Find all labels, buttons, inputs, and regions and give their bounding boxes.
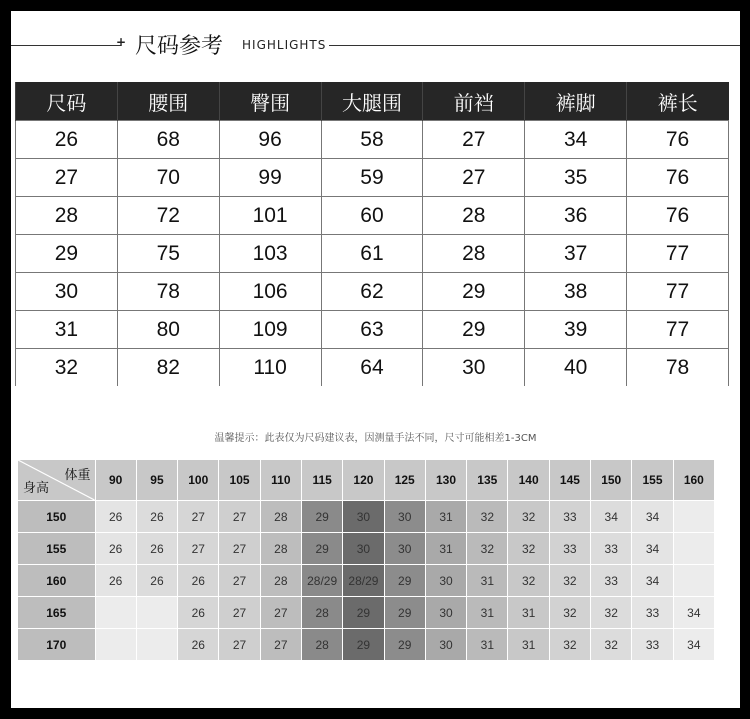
grid-size-cell: 28/29	[301, 565, 342, 597]
size-table-cell: 80	[117, 311, 219, 349]
header-divider-right	[329, 45, 740, 46]
grid-weight-label: 110	[260, 460, 301, 501]
size-table-row	[16, 273, 729, 311]
size-table-cell: 32	[16, 349, 118, 387]
grid-size-cell: 32	[549, 629, 590, 661]
grid-weight-label: 130	[425, 460, 466, 501]
grid-size-cell: 32	[591, 597, 632, 629]
size-table-cell: 61	[321, 235, 423, 273]
size-table-cell: 101	[219, 197, 321, 235]
grid-weight-label: 115	[301, 460, 342, 501]
grid-size-cell: 29	[384, 565, 425, 597]
size-table-cell: 27	[423, 159, 525, 197]
grid-row	[18, 501, 715, 533]
size-table-row	[16, 349, 729, 387]
size-table-column-header: 裤长	[627, 82, 729, 121]
size-table-cell: 59	[321, 159, 423, 197]
size-table	[15, 82, 729, 386]
header-divider-left	[11, 45, 121, 46]
grid-size-cell: 29	[384, 597, 425, 629]
grid-size-cell: 31	[467, 565, 508, 597]
size-table-cell: 78	[627, 349, 729, 387]
grid-size-cell	[136, 597, 177, 629]
size-table-row	[16, 121, 729, 159]
size-table-cell: 38	[525, 273, 627, 311]
grid-size-cell: 34	[632, 533, 673, 565]
size-table-cell: 29	[423, 311, 525, 349]
size-table-column-header: 裤脚	[525, 82, 627, 121]
grid-corner-weight: 体重	[64, 468, 91, 483]
grid-size-cell: 28/29	[343, 565, 384, 597]
size-table-cell: 29	[16, 235, 118, 273]
grid-size-cell	[95, 597, 136, 629]
grid-size-cell: 34	[632, 565, 673, 597]
grid-size-cell: 31	[467, 629, 508, 661]
grid-size-cell: 33	[591, 533, 632, 565]
grid-size-cell: 33	[632, 629, 673, 661]
size-table-cell: 35	[525, 159, 627, 197]
size-table-cell: 30	[423, 349, 525, 387]
size-table-cell: 30	[16, 273, 118, 311]
height-weight-grid	[18, 460, 715, 661]
grid-size-cell: 27	[260, 597, 301, 629]
size-table-cell: 63	[321, 311, 423, 349]
grid-size-cell: 28	[260, 501, 301, 533]
size-table-column-header: 腰围	[117, 82, 219, 121]
grid-size-cell: 27	[260, 629, 301, 661]
grid-size-cell: 26	[136, 501, 177, 533]
grid-size-cell: 26	[95, 533, 136, 565]
page-title: 尺码参考	[135, 34, 224, 59]
size-table-cell: 60	[321, 197, 423, 235]
grid-size-cell: 31	[467, 597, 508, 629]
grid-size-cell: 32	[549, 565, 590, 597]
grid-weight-label: 125	[384, 460, 425, 501]
grid-size-cell: 32	[591, 629, 632, 661]
size-table-cell: 76	[627, 159, 729, 197]
size-table-cell: 106	[219, 273, 321, 311]
grid-size-cell: 32	[508, 565, 549, 597]
grid-height-label: 170	[18, 629, 95, 661]
grid-size-cell: 31	[508, 597, 549, 629]
size-table-cell: 82	[117, 349, 219, 387]
grid-size-cell: 32	[508, 501, 549, 533]
grid-size-cell: 32	[467, 501, 508, 533]
grid-weight-label: 145	[549, 460, 590, 501]
size-table-column-header: 尺码	[16, 82, 118, 121]
size-table-cell: 28	[423, 235, 525, 273]
size-table-row	[16, 235, 729, 273]
grid-size-cell	[136, 629, 177, 661]
grid-size-cell: 26	[178, 597, 219, 629]
size-table-cell: 77	[627, 311, 729, 349]
grid-size-cell: 27	[219, 629, 260, 661]
grid-size-cell: 27	[219, 597, 260, 629]
grid-size-cell: 30	[384, 533, 425, 565]
grid-height-label: 160	[18, 565, 95, 597]
grid-size-cell: 34	[673, 629, 714, 661]
grid-size-cell: 32	[549, 597, 590, 629]
grid-corner-height: 身高	[23, 481, 50, 496]
plus-icon: +	[116, 35, 127, 49]
grid-size-cell: 31	[425, 501, 466, 533]
grid-weight-label: 160	[673, 460, 714, 501]
grid-weight-header	[18, 460, 715, 501]
grid-size-cell: 33	[549, 533, 590, 565]
grid-weight-label: 155	[632, 460, 673, 501]
grid-height-label: 155	[18, 533, 95, 565]
grid-size-cell	[95, 629, 136, 661]
grid-size-cell: 31	[508, 629, 549, 661]
grid-weight-label: 90	[95, 460, 136, 501]
grid-size-cell: 27	[219, 565, 260, 597]
size-table-cell: 37	[525, 235, 627, 273]
grid-size-cell: 33	[591, 565, 632, 597]
size-table-cell: 68	[117, 121, 219, 159]
size-table-cell: 29	[423, 273, 525, 311]
size-table-row	[16, 311, 729, 349]
size-table-cell: 76	[627, 121, 729, 159]
grid-size-cell	[673, 565, 714, 597]
grid-size-cell: 26	[136, 565, 177, 597]
grid-size-cell: 29	[343, 597, 384, 629]
size-table-cell: 31	[16, 311, 118, 349]
grid-size-cell: 29	[384, 629, 425, 661]
size-table-row	[16, 159, 729, 197]
grid-size-cell: 27	[219, 501, 260, 533]
size-table-cell: 77	[627, 273, 729, 311]
size-table-cell: 78	[117, 273, 219, 311]
grid-size-cell: 26	[178, 565, 219, 597]
grid-size-cell: 28	[301, 629, 342, 661]
size-table-cell: 58	[321, 121, 423, 159]
grid-size-cell: 34	[632, 501, 673, 533]
size-table-cell: 99	[219, 159, 321, 197]
size-table-cell: 28	[16, 197, 118, 235]
size-table-cell: 77	[627, 235, 729, 273]
size-table-header	[16, 82, 729, 121]
grid-weight-label: 140	[508, 460, 549, 501]
grid-row	[18, 565, 715, 597]
size-table-cell: 40	[525, 349, 627, 387]
grid-size-cell: 28	[260, 565, 301, 597]
size-table-cell: 28	[423, 197, 525, 235]
grid-weight-label: 150	[591, 460, 632, 501]
grid-size-cell: 34	[673, 597, 714, 629]
grid-weight-label: 135	[467, 460, 508, 501]
grid-size-cell: 27	[178, 533, 219, 565]
grid-weight-label: 105	[219, 460, 260, 501]
grid-size-cell: 26	[178, 629, 219, 661]
grid-size-cell: 32	[508, 533, 549, 565]
grid-weight-label: 120	[343, 460, 384, 501]
grid-size-cell: 28	[301, 597, 342, 629]
grid-size-cell: 31	[425, 533, 466, 565]
size-table-cell: 109	[219, 311, 321, 349]
size-table-cell: 70	[117, 159, 219, 197]
grid-size-cell	[673, 501, 714, 533]
grid-size-cell: 28	[260, 533, 301, 565]
grid-size-cell: 26	[95, 501, 136, 533]
size-table-cell: 103	[219, 235, 321, 273]
grid-size-cell: 32	[467, 533, 508, 565]
grid-size-cell: 30	[343, 501, 384, 533]
grid-size-cell: 30	[425, 597, 466, 629]
size-table-cell: 62	[321, 273, 423, 311]
grid-size-cell: 29	[301, 533, 342, 565]
grid-weight-label: 95	[136, 460, 177, 501]
grid-size-cell: 26	[95, 565, 136, 597]
size-table-cell: 96	[219, 121, 321, 159]
grid-size-cell: 30	[425, 629, 466, 661]
size-guide-page	[11, 11, 740, 708]
grid-size-cell: 27	[178, 501, 219, 533]
size-tip: 温馨提示：此表仅为尺码建议表，因测量手法不同，尺寸可能相差1-3CM	[214, 433, 537, 444]
grid-size-cell: 30	[384, 501, 425, 533]
grid-size-cell: 33	[632, 597, 673, 629]
size-table-cell: 75	[117, 235, 219, 273]
grid-weight-label: 100	[178, 460, 219, 501]
grid-corner	[18, 460, 95, 501]
grid-size-cell: 30	[343, 533, 384, 565]
size-table-column-header: 大腿围	[321, 82, 423, 121]
grid-size-cell: 26	[136, 533, 177, 565]
size-table-cell: 36	[525, 197, 627, 235]
size-table-cell: 34	[525, 121, 627, 159]
grid-size-cell: 34	[591, 501, 632, 533]
grid-height-label: 165	[18, 597, 95, 629]
grid-size-cell: 29	[343, 629, 384, 661]
size-table-cell: 72	[117, 197, 219, 235]
size-table-row	[16, 197, 729, 235]
grid-size-cell: 33	[549, 501, 590, 533]
grid-row	[18, 533, 715, 565]
size-table-cell: 27	[423, 121, 525, 159]
grid-size-cell	[673, 533, 714, 565]
grid-size-cell: 30	[425, 565, 466, 597]
size-table-cell: 26	[16, 121, 118, 159]
size-table-cell: 39	[525, 311, 627, 349]
grid-row	[18, 597, 715, 629]
size-table-cell: 64	[321, 349, 423, 387]
grid-size-cell: 29	[301, 501, 342, 533]
size-table-cell: 27	[16, 159, 118, 197]
page-subtitle: HIGHLIGHTS	[242, 38, 327, 52]
grid-height-label: 150	[18, 501, 95, 533]
size-table-cell: 110	[219, 349, 321, 387]
grid-row	[18, 629, 715, 661]
grid-size-cell: 27	[219, 533, 260, 565]
size-table-column-header: 臀围	[219, 82, 321, 121]
size-table-column-header: 前裆	[423, 82, 525, 121]
size-table-cell: 76	[627, 197, 729, 235]
